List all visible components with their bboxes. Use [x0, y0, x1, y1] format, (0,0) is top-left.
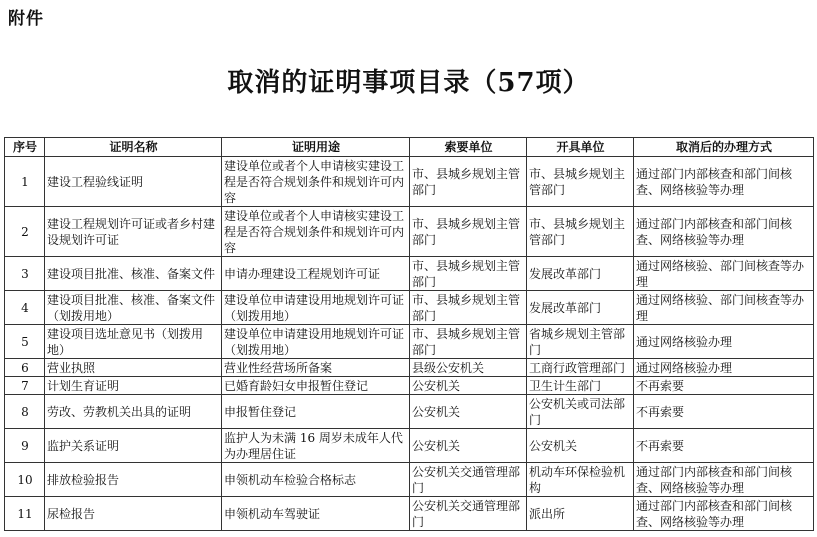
cell-seq: 4 [5, 291, 45, 325]
cell-issuer: 发展改革部门 [527, 257, 634, 291]
cell-requester: 县级公安机关 [410, 359, 527, 377]
table-row [5, 207, 814, 257]
cell-seq: 3 [5, 257, 45, 291]
header-issuer: 开具单位 [527, 138, 634, 157]
cell-seq: 9 [5, 429, 45, 463]
table-row [5, 157, 814, 207]
table-row [5, 291, 814, 325]
table-header-row [5, 138, 814, 157]
cell-purpose: 申领机动车驾驶证 [222, 497, 410, 531]
cell-issuer: 市、县城乡规划主管部门 [527, 207, 634, 257]
cell-seq: 7 [5, 377, 45, 395]
cell-seq: 11 [5, 497, 45, 531]
table-row [5, 325, 814, 359]
cell-issuer: 省城乡规划主管部门 [527, 325, 634, 359]
cell-issuer: 公安机关或司法部门 [527, 395, 634, 429]
cell-name: 监护关系证明 [45, 429, 222, 463]
table-row [5, 429, 814, 463]
cell-purpose: 申领机动车检验合格标志 [222, 463, 410, 497]
table-row [5, 463, 814, 497]
cell-requester: 公安机关 [410, 395, 527, 429]
attachment-label: 附件 [8, 9, 44, 29]
cell-name: 建设项目选址意见书（划拨用地） [45, 325, 222, 359]
header-name: 证明名称 [45, 138, 222, 157]
cell-method: 通过部门内部核查和部门间核查、网络核验等办理 [634, 463, 814, 497]
cell-requester: 市、县城乡规划主管部门 [410, 291, 527, 325]
cell-purpose: 申请办理建设工程规划许可证 [222, 257, 410, 291]
cell-method: 通过网络核验办理 [634, 325, 814, 359]
cell-requester: 市、县城乡规划主管部门 [410, 325, 527, 359]
cell-seq: 10 [5, 463, 45, 497]
table-row [5, 359, 814, 377]
cell-method: 不再索要 [634, 429, 814, 463]
cell-issuer: 发展改革部门 [527, 291, 634, 325]
cell-seq: 2 [5, 207, 45, 257]
cell-requester: 市、县城乡规划主管部门 [410, 207, 527, 257]
cell-requester: 公安机关交通管理部门 [410, 463, 527, 497]
cell-name: 建设工程规划许可证或者乡村建设规划许可证 [45, 207, 222, 257]
cell-method: 通过网络核验、部门间核查等办理 [634, 257, 814, 291]
cell-purpose: 建设单位或者个人申请核实建设工程是否符合规划条件和规划许可内容 [222, 207, 410, 257]
cell-purpose: 已婚育龄妇女申报暂住登记 [222, 377, 410, 395]
cell-method: 不再索要 [634, 395, 814, 429]
cell-name: 计划生育证明 [45, 377, 222, 395]
header-method: 取消后的办理方式 [634, 138, 814, 157]
cell-issuer: 市、县城乡规划主管部门 [527, 157, 634, 207]
cell-issuer: 派出所 [527, 497, 634, 531]
cell-issuer: 机动车环保检验机构 [527, 463, 634, 497]
cell-method: 通过网络核验、部门间核查等办理 [634, 291, 814, 325]
cell-name: 尿检报告 [45, 497, 222, 531]
certificate-catalog-table [4, 137, 814, 531]
cell-requester: 公安机关交通管理部门 [410, 497, 527, 531]
table-row [5, 257, 814, 291]
cell-purpose: 监护人为未满 16 周岁未成年人代为办理居住证 [222, 429, 410, 463]
cell-purpose: 建设单位申请建设用地规划许可证（划拨用地） [222, 291, 410, 325]
cell-name: 劳改、劳教机关出具的证明 [45, 395, 222, 429]
cell-purpose: 申报暂住登记 [222, 395, 410, 429]
cell-name: 排放检验报告 [45, 463, 222, 497]
cell-method: 通过网络核验办理 [634, 359, 814, 377]
cell-purpose: 营业性经营场所备案 [222, 359, 410, 377]
table-row [5, 395, 814, 429]
cell-seq: 5 [5, 325, 45, 359]
table-row [5, 497, 814, 531]
cell-name: 建设项目批准、核准、备案文件 [45, 257, 222, 291]
cell-method: 通过部门内部核查和部门间核查、网络核验等办理 [634, 207, 814, 257]
cell-method: 不再索要 [634, 377, 814, 395]
document-title: 取消的证明事项目录（57项） [227, 68, 590, 98]
cell-seq: 6 [5, 359, 45, 377]
cell-seq: 8 [5, 395, 45, 429]
table-row [5, 377, 814, 395]
cell-requester: 公安机关 [410, 429, 527, 463]
cell-name: 建设项目批准、核准、备案文件（划拨用地） [45, 291, 222, 325]
header-seq: 序号 [5, 138, 45, 157]
cell-requester: 市、县城乡规划主管部门 [410, 157, 527, 207]
cell-name: 建设工程验线证明 [45, 157, 222, 207]
cell-issuer: 卫生计生部门 [527, 377, 634, 395]
cell-seq: 1 [5, 157, 45, 207]
cell-requester: 公安机关 [410, 377, 527, 395]
header-purpose: 证明用途 [222, 138, 410, 157]
cell-method: 通过部门内部核查和部门间核查、网络核验等办理 [634, 497, 814, 531]
header-requester: 索要单位 [410, 138, 527, 157]
cell-issuer: 公安机关 [527, 429, 634, 463]
cell-purpose: 建设单位申请建设用地规划许可证（划拨用地） [222, 325, 410, 359]
cell-issuer: 工商行政管理部门 [527, 359, 634, 377]
cell-purpose: 建设单位或者个人申请核实建设工程是否符合规划条件和规划许可内容 [222, 157, 410, 207]
cell-name: 营业执照 [45, 359, 222, 377]
cell-method: 通过部门内部核查和部门间核查、网络核验等办理 [634, 157, 814, 207]
cell-requester: 市、县城乡规划主管部门 [410, 257, 527, 291]
